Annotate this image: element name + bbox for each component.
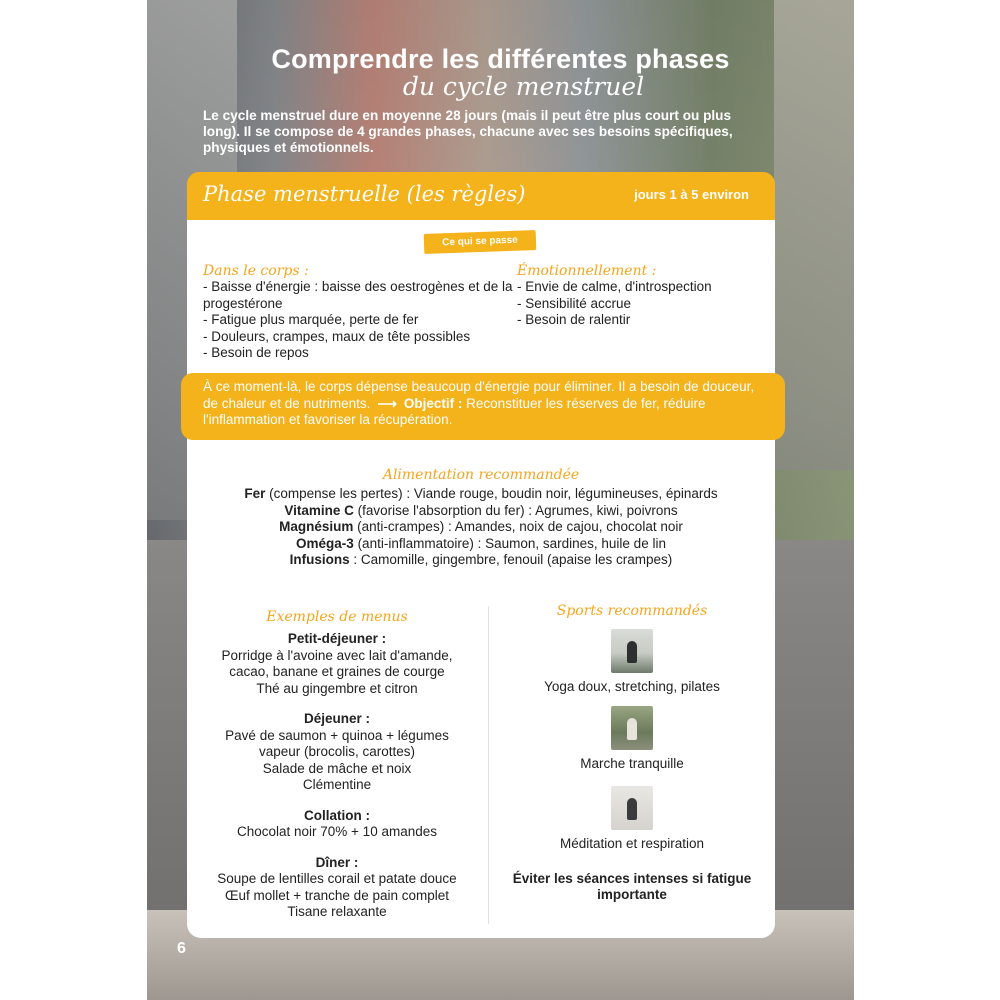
nutrient-name: Oméga-3 xyxy=(296,535,354,551)
nutrition-section xyxy=(187,467,775,569)
person-icon xyxy=(627,798,637,820)
meal-line: vapeur (brocolis, carottes) xyxy=(258,744,416,759)
nutrient-name: Fer xyxy=(244,486,266,501)
page xyxy=(147,0,854,1000)
body-item: - Baisse d'énergie : baisse des oestrogènes et de la progestérone xyxy=(203,279,513,311)
nutrient-text: : Camomille, gingembre, fenouil (apaise les crampes) xyxy=(349,552,673,567)
emotion-item: - Sensibilité accrue xyxy=(517,295,632,311)
meal-line: Chocolat noir 70% + 10 amandes xyxy=(236,824,437,839)
emotion-item: - Besoin de ralentir xyxy=(517,312,631,327)
page-number: 6 xyxy=(177,940,186,957)
menus-heading: Exemples de menus xyxy=(266,609,408,625)
nutrient-text: (favorise l'absorption du fer) : Agrumes, kiwi, poivrons xyxy=(353,502,678,518)
body-column xyxy=(203,263,523,362)
objective-text: Reconstituer les réserves de fer, réduire l'inflammation et favoriser la récupération. xyxy=(203,395,706,427)
sport-label: Marche tranquille xyxy=(580,755,684,771)
body-item: - Fatigue plus marquée, perte de fer xyxy=(203,312,419,327)
meal-line: cacao, banane et graines de courge xyxy=(229,664,445,679)
person-icon xyxy=(627,641,637,663)
sports-section xyxy=(489,603,775,904)
menus-section xyxy=(187,609,487,921)
info-band-text xyxy=(203,379,768,429)
sport-label: Yoga doux, stretching, pilates xyxy=(544,679,720,694)
section-badge: Ce qui se passe xyxy=(424,230,537,254)
nutrient-name: Vitamine C xyxy=(284,502,354,518)
body-item: - Besoin de repos xyxy=(203,345,309,360)
phase-days: jours 1 à 5 environ xyxy=(634,187,749,202)
nutrition-item xyxy=(187,519,775,536)
sport-warning: Éviter les séances intenses si fatigue importante xyxy=(512,870,752,902)
meal-line: Thé au gingembre et citron xyxy=(256,680,418,696)
meal-line: Salade de mâche et noix xyxy=(262,760,412,776)
info-band xyxy=(181,373,785,440)
nutrition-item xyxy=(187,486,775,503)
meal-line: Clémentine xyxy=(302,777,372,792)
body-heading: Dans le corps : xyxy=(203,263,309,279)
band-text: À ce moment-là, le corps dépense beaucoup d'énergie pour éliminer. Il a besoin de douceur, de chaleur et de nutriments. xyxy=(203,379,755,411)
nutrient-text: (anti-crampes) : Amandes, noix de cajou, chocolat noir xyxy=(353,519,683,534)
nutrient-name: Magnésium xyxy=(279,519,354,534)
nutrient-text: (compense les pertes) : Viande rouge, boudin noir, légumineuses, épinards xyxy=(265,486,718,501)
emotion-heading: Émotionnellement : xyxy=(517,263,657,279)
emotion-column xyxy=(517,263,757,329)
nutrient-name: Infusions xyxy=(289,552,350,567)
objective-label: Objectif : xyxy=(403,395,463,411)
nutrient-text: (anti-inflammatoire) : Saumon, sardines, huile de lin xyxy=(353,535,666,551)
yoga-photo xyxy=(611,629,653,673)
intro-text: Le cycle menstruel dure en moyenne 28 jours (mais il peut être plus court ou plus long). Il se compose de 4 grandes phases, chacune avec ses besoins spécifiques, physiques et émotionnels. xyxy=(203,108,733,155)
meditation-photo xyxy=(611,786,653,830)
sport-label: Méditation et respiration xyxy=(559,836,705,851)
meal-line: Tisane relaxante xyxy=(287,904,387,919)
nutrition-heading: Alimentation recommandée xyxy=(382,467,580,483)
nutrition-item xyxy=(187,536,775,553)
meal-title: Déjeuner : xyxy=(303,711,371,726)
nutrition-item xyxy=(187,552,775,569)
page-title: Comprendre les différentes phases xyxy=(271,44,730,74)
person-icon xyxy=(627,718,637,740)
arrow-right-icon: ⟶ xyxy=(377,395,397,411)
phase-title: Phase menstruelle (les règles) xyxy=(203,182,526,206)
phase-header xyxy=(187,172,775,220)
walking-photo xyxy=(611,706,653,750)
body-item: - Douleurs, crampes, maux de tête possibles xyxy=(203,328,471,344)
meal-title: Collation : xyxy=(304,807,370,823)
sports-heading: Sports recommandés xyxy=(556,603,708,619)
meal-line: Porridge à l'avoine avec lait d'amande, xyxy=(221,647,453,663)
meal-title: Dîner : xyxy=(315,854,359,870)
nutrition-item xyxy=(187,503,775,520)
meal-title: Petit-déjeuner : xyxy=(287,631,387,646)
meal-line: Œuf mollet + tranche de pain complet xyxy=(225,887,449,903)
emotion-item: - Envie de calme, d'introspection xyxy=(517,279,712,294)
page-subtitle: du cycle menstruel xyxy=(402,72,645,101)
meal-line: Soupe de lentilles corail et patate douce xyxy=(217,871,457,886)
meal-line: Pavé de saumon + quinoa + légumes xyxy=(225,727,449,743)
